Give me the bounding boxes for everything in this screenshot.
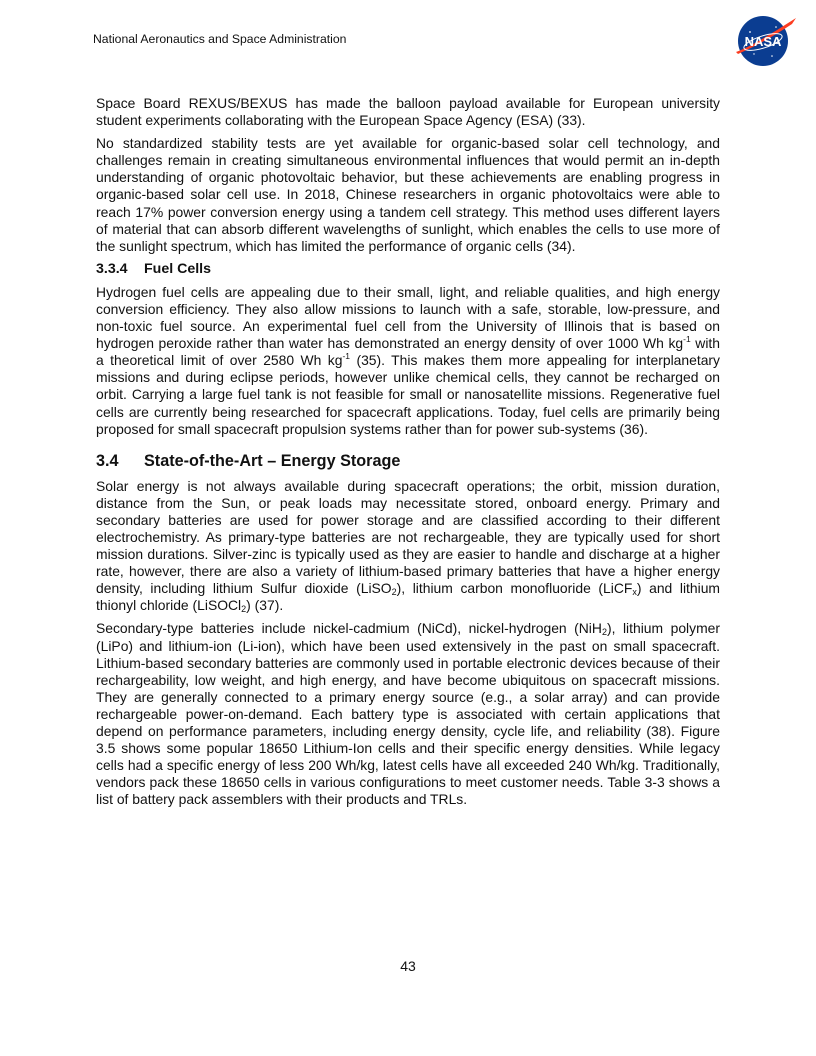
- section-title: Fuel Cells: [144, 260, 212, 277]
- paragraph-fuel-cells: Hydrogen fuel cells are appealing due to their small, light, and reliable qualities, and high energy conversion efficiency. They also allow missions to launch with a safe, storable, low-pressure, and non-toxic fuel source. An experimental fuel cell from the University of Illinois that is based on hydrogen peroxide rather than water has demonstrated an energy density of over 1000 Wh $kg^{-1}$ with a theoretical limit of over 2580 Wh $kg^{-1}$ (35). This makes them more appealing for interplanetary missions and during eclipse periods, however unlike chemical cells, they cannot be recharged on orbit. Carrying a large fuel tank is not feasible for small or nanosatellite missions. Regenerative fuel cells are currently being researched for spacecraft applications. Today, fuel cells are primarily being proposed for small spacecraft propulsion systems rather than for power sub-systems (36).: [96, 283, 721, 437]
- section-number: 3.3.4: [96, 260, 128, 277]
- nasa-logo-text: NASA: [744, 34, 782, 49]
- paragraph-organic-solar: No standardized stability tests are yet available for organic-based solar cell technology, and challenges remain in creating simultaneous environmental influences that would permit an in-depth understanding of organic photovoltaic behavior, but these achievements are enabling progress in organic-based solar cell use. In 2018, Chinese researchers in organic photovoltaics were able to reach 17% power conversion energy using a tandem cell strategy. This method uses different layers of material that can absorb different wavelengths of sunlight, which enables the cells to use more of the sunlight spectrum, which has limited the performance of organic cells (34).: [96, 135, 720, 254]
- page-number: 43: [400, 958, 416, 974]
- section-heading-energy-storage: [96, 452, 720, 471]
- section-number: 3.4: [96, 451, 119, 470]
- section-heading-fuel-cells: [96, 261, 720, 277]
- page-body: [96, 95, 720, 814]
- paragraph-secondary-batteries: Secondary-type batteries include nickel-cadmium (NiCd), nickel-hydrogen (NiH$_2$), lithium polymer (LiPo) and lithium-ion (Li-ion), which have been used extensively in the past on small spacecraft. Lithium-based secondary batteries are commonly used in portable electronic devices because of their rechargeability, low weight, and high energy, and have become ubiquitous on spacecraft missions. They are generally connected to a primary energy source (e.g., a solar array) and can provide rechargeable power-on-demand. Each battery type is associated with certain applications that depend on performance parameters, including energy density, cycle life, and reliability (38). Figure 3.5 shows some popular 18650 Lithium-Ion cells and their specific energy densities. While legacy cells had a specific energy of less 200 Wh/kg, latest cells have all exceeded 240 Wh/kg. Traditionally, vendors pack these 18650 cells in various configurations to meet customer needs. Table 3-3 shows a list of battery pack assemblers with their products and TRLs.: [96, 620, 720, 808]
- paragraph-primary-batteries: Solar energy is not always available during spacecraft operations; the orbit, mission duration, distance from the Sun, or peak loads may necessitate stored, onboard energy. Primary and secondary batteries are used for power storage and are classified according to their different electrochemistry. As primary-type batteries are not rechargeable, they are typically used for short mission durations. Silver-zinc is typically used as they are easier to handle and discharge at a higher rate, however, there are also a variety of lithium-based primary batteries that have a higher energy density, including lithium Sulfur dioxide (LiSO$_2$), lithium carbon monofluoride (LiCF$_x$) and lithium thionyl chloride (LiSOCl$_2$) (37).: [96, 477, 721, 615]
- nasa-logo-icon: [730, 12, 800, 68]
- organization-header: National Aeronautics and Space Administration: [93, 32, 347, 46]
- section-title: State-of-the-Art – Energy Storage: [144, 451, 401, 470]
- paragraph-rexus: Space Board REXUS/BEXUS has made the balloon payload available for European university student experiments collaborating with the European Space Agency (ESA) (33).: [96, 95, 720, 129]
